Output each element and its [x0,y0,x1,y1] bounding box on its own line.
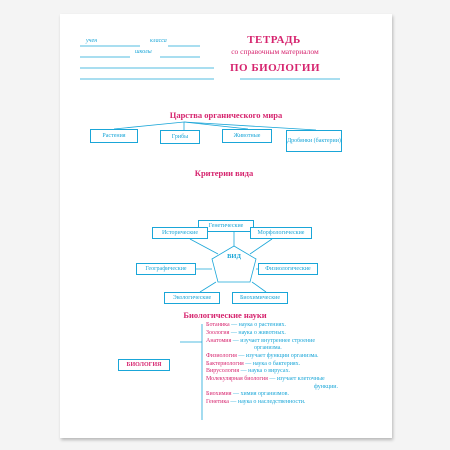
science-name: Ботаника [206,322,230,328]
science-line [206,376,338,391]
science-description: — наука о животных. [229,329,286,336]
kingdom-plants: Растения [90,129,138,143]
science-line [206,330,286,337]
kingdom-bacteria: Дробянки (бактерии) [286,130,342,152]
science-description: — наука о наследственности. [228,399,306,406]
biology-root: БИОЛОГИЯ [118,359,170,371]
science-line [206,391,289,398]
kingdoms-heading: Царства органического мира [169,110,283,120]
science-description: — наука о бактериях. [243,360,301,367]
cover-subject: ПО БИОЛОГИИ [229,62,321,74]
science-description: — изучает внутреннее строение [231,337,316,344]
criterion-genetic: Генетические [198,220,254,232]
science-name: Биохимия [206,391,232,398]
science-name: Вирусология [206,368,240,375]
science-description: — изучает функции организма. [236,352,319,359]
science-description: — химия организмов. [231,391,289,398]
kingdom-animals: Животные [222,129,272,143]
criteria-heading: Критерии вида [194,168,254,178]
science-name: Молекулярная биология [206,376,268,383]
criterion-morphological: Морфологические [250,227,312,239]
science-name: Зоология [206,329,230,336]
criterion-ecological: Экологические [164,292,220,304]
science-line [206,338,315,353]
school-label: школы [135,49,152,55]
cover-title: ТЕТРАДЬ [247,34,301,46]
criterion-physiological: Физиологические [258,263,318,275]
class-label: класса [150,38,167,44]
criterion-historical: Исторические [152,227,208,239]
science-name: Генетика [206,399,229,406]
species-center: ВИД [227,253,241,260]
criterion-biochemical: Биохимические [232,292,288,304]
notebook-cover [60,14,392,438]
science-description: — наука о вирусах. [239,368,291,375]
student-label: учен [86,38,98,44]
sciences-heading: Биологические науки [183,310,267,320]
science-line [206,399,305,406]
science-name: Физиология [206,352,237,359]
cover-subtitle: со справочным материалом [231,47,319,56]
science-description: — изучает клеточные [267,376,325,383]
science-line [206,353,319,360]
science-line [206,322,286,329]
science-line [206,361,300,368]
science-description-cont: функции. [314,383,338,390]
science-line [206,368,290,375]
science-description: — наука о растениях. [229,322,286,328]
science-name: Анатомия [206,337,232,344]
kingdom-fungi: Грибы [160,130,200,144]
science-description-cont: организма. [254,345,282,351]
science-name: Бактериология [206,360,244,367]
criterion-geographical: Географические [136,263,196,275]
